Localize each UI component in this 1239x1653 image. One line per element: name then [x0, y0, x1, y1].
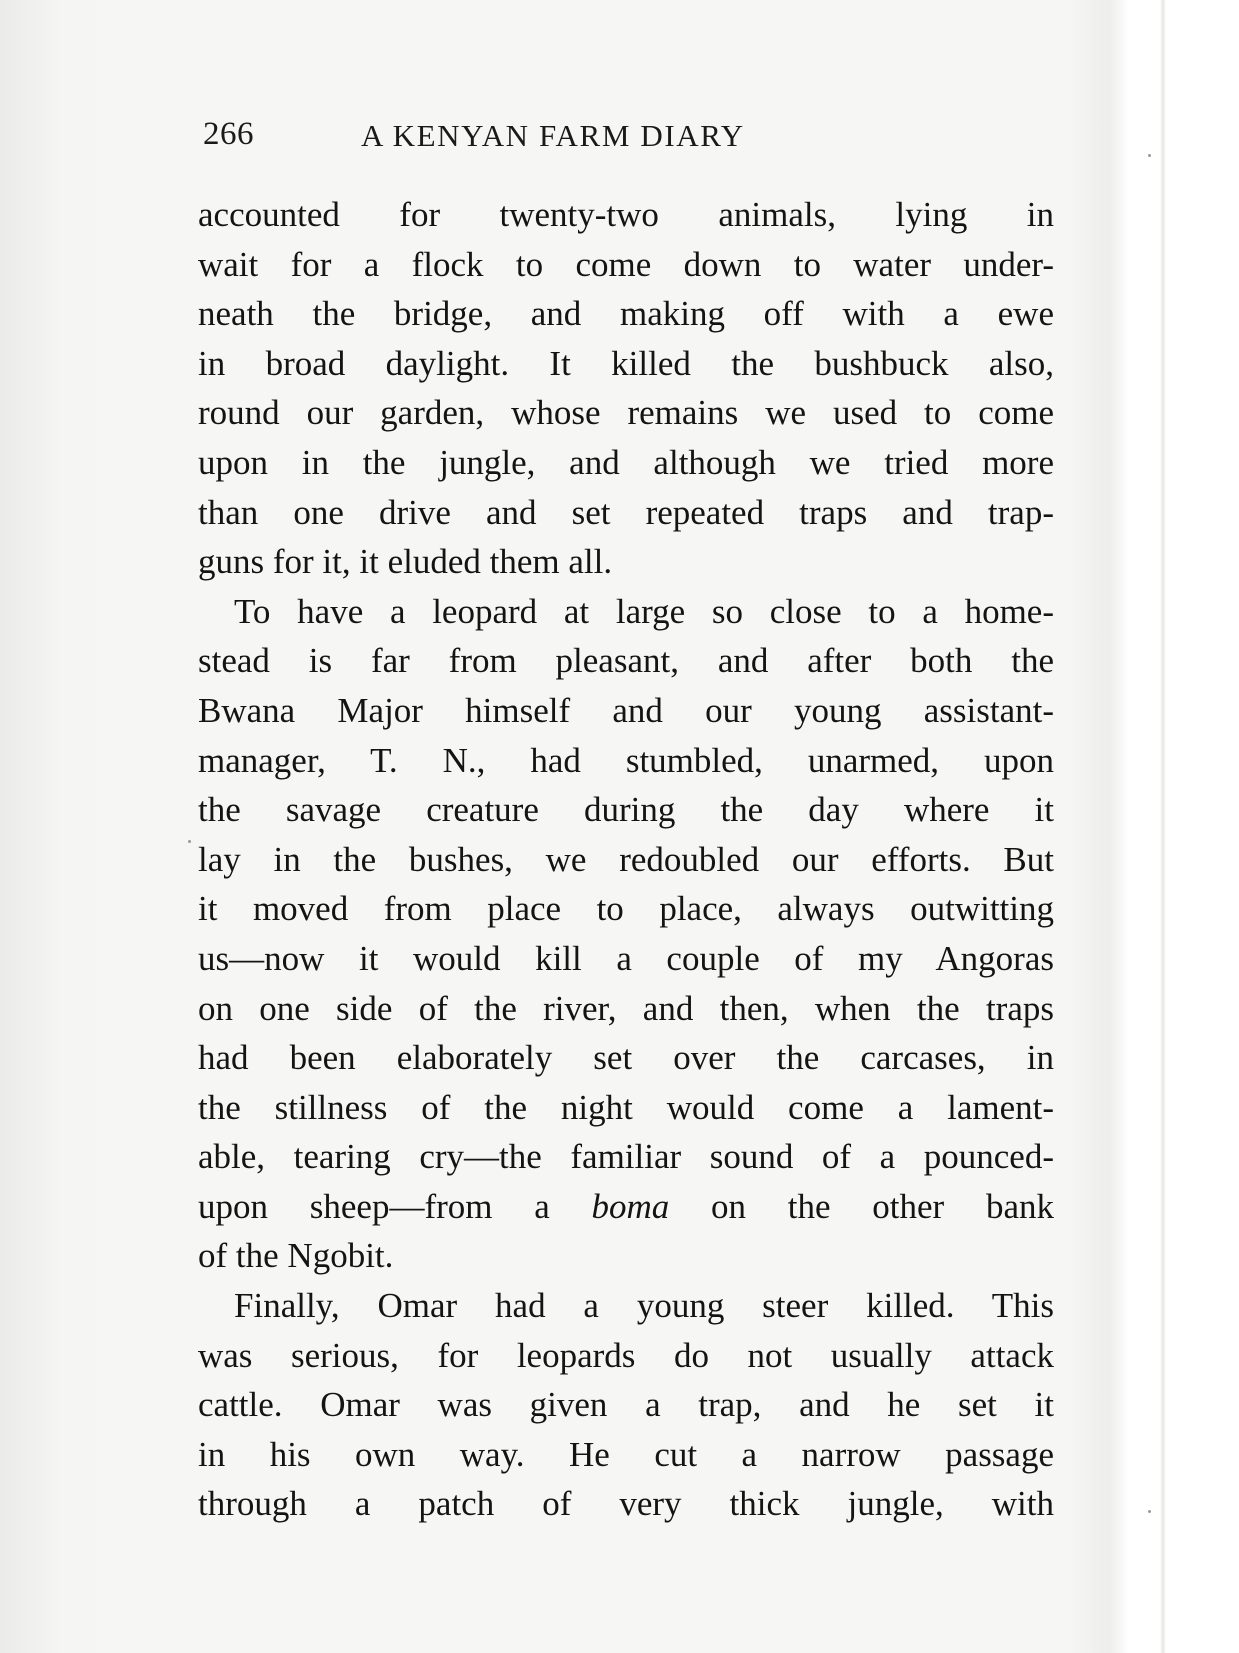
page-number: 266	[203, 116, 254, 152]
text-line: able, tearing cry—the familiar sound of a pounced-	[198, 1137, 1054, 1177]
paper-speck	[1148, 1510, 1151, 1513]
text-line: in broad daylight. It killed the bushbuck also,	[198, 343, 1054, 383]
text-line: was serious, for leopards do not usually attack	[198, 1335, 1054, 1375]
text-line: wait for a flock to come down to water under-	[198, 244, 1054, 284]
boma-line-after: on the other bank	[669, 1186, 1054, 1226]
book-title: A KENYAN FARM DIARY	[361, 118, 745, 153]
italic-word-boma: boma	[591, 1186, 670, 1226]
paragraph-3	[198, 1281, 1054, 1529]
text-line: the stillness of the night would come a lament-	[198, 1087, 1054, 1127]
text-line: neath the bridge, and making off with a ewe	[198, 294, 1054, 334]
text-line: guns for it, it eluded them all.	[198, 542, 613, 582]
text-line: round our garden, whose remains we used to come	[198, 393, 1054, 433]
running-head	[203, 112, 903, 162]
text-line: the savage creature during the day where it	[198, 790, 1054, 830]
text-line: on one side of the river, and then, when the traps	[198, 988, 1054, 1028]
text-line: upon in the jungle, and although we tried more	[198, 442, 1054, 482]
text-line: it moved from place to place, always outwitting	[198, 889, 1054, 929]
text-line: Bwana Major himself and our young assistant-	[198, 690, 1054, 730]
text-line: accounted for twenty-two animals, lying in	[198, 195, 1054, 234]
boma-line-before: upon sheep—from a	[198, 1186, 592, 1226]
paper-speck	[1148, 154, 1151, 157]
text-line: cattle. Omar was given a trap, and he set it	[198, 1385, 1054, 1425]
text-line: had been elaborately set over the carcases, in	[198, 1038, 1054, 1078]
text-line: stead is far from pleasant, and after both the	[198, 641, 1054, 681]
body-text	[198, 190, 1054, 1529]
text-line: lay in the bushes, we redoubled our efforts. But	[198, 839, 1054, 879]
page-edge-shadow	[1160, 0, 1166, 1653]
paragraph-2	[198, 587, 1054, 1281]
paper-speck	[188, 840, 191, 843]
text-line-boma	[198, 1182, 1054, 1232]
text-line: Finally, Omar had a young steer killed. This	[234, 1286, 1054, 1326]
text-line: us—now it would kill a couple of my Angoras	[198, 938, 1054, 978]
text-line: through a patch of very thick jungle, with	[198, 1484, 1054, 1524]
text-line: manager, T. N., had stumbled, unarmed, upon	[198, 740, 1054, 780]
text-line: of the Ngobit.	[198, 1236, 394, 1276]
text-line: than one drive and set repeated traps and trap-	[198, 492, 1054, 532]
text-line: in his own way. He cut a narrow passage	[198, 1434, 1054, 1474]
text-line: To have a leopard at large so close to a home-	[234, 591, 1054, 631]
paragraph-1	[198, 190, 1054, 587]
